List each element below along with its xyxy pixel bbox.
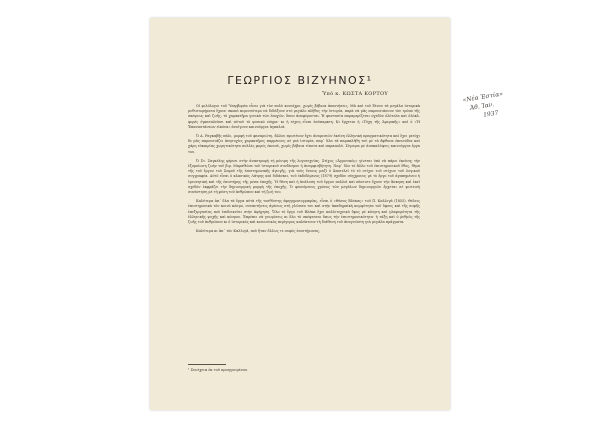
document-page: [150, 18, 450, 410]
body-paragraph: Καλύτερα ἀπ᾽ ὅλα τὰ ἔργα αὐτὰ τῆς τοσθύστης ἀφηγηματογραφίας, εἶναι ὁ «Θάνος Βλέκας» τοῦ Π. Καλλιγᾶ (1855). Θέλεις ἐπιστημονικὰ τὸν κοινὸ κόσμο, συναντήσεις ἀμέσως στὴ γλῶσσα του καὶ στὴν ἀκαδημαϊκὴ κομψότητα τοῦ ὕφους καὶ τῆς σοφῆς ἐπεξεργασίας ποὺ ἐπιδεικνύει στὴν ἀφήγηση. Ὅλο τὸ ἔργο τοῦ Βλέκα ἔχει καλλιτεχνικὸ ὕφος μὲ κίνηση καὶ γλαφυρότητα τῆς ἑλληνικῆς ψυχῆς καὶ κόσμου. Ἐπρέπει νὰ γνωρίσεις κι ὅλο τὸ σκέφτεσαι ὅπως τὴν ἐπιστημονικότητα· ἡ τάξη καὶ ὁ ῥυθμὸς τῆς ζωῆς τοῦ ἀνθρώπου κι ὁ ἱστορικὸς καὶ κοινωνικὸς περίγυρος καλύπτουν τὴ διάθεση τοῦ ἀναγνώστη γιὰ μεγάλα πράγματα.: [188, 199, 420, 225]
footnote: ¹ Συνέχεια ἐκ τοῦ προηγουμένου.: [188, 368, 249, 372]
article-title: ΓΕΩΡΓΙΟΣ ΒΙΖΥΗΝΟΣ¹: [227, 74, 373, 87]
annotation-line: 1937: [482, 109, 499, 119]
author-byline: Ὑπὸ κ. ΚΩΣΤΑ ΚΟΡΤΟΥ: [321, 91, 388, 97]
annotation-line: Ἀθ. Ἰαν.: [469, 101, 495, 112]
body-paragraph: Ὁ Α. Ραγκαβῆς πάλι, μορφὴ τοῦ φαναριώτη, ἄλλου πρωτέυον ἔχει ἀναμεσιῶν ἐκεῖνη ἑλληνικὴ πραγματικότητα καὶ ἔχει μετόχι δε μᾶς παρουσιάζει ἀνησυχίες χαρακτῆρες παρμένους σὲ μιὰ ἱστορία, παρ᾽ ὅλα τὰ παραπλήθη τοῦ μὲ τὰ ἄφθονα ἐπεισόδια καὶ χάρη εὐκαιρίας χωρητικότητα πολλές φορὲς ἐκεινά, χωρὶς βέβαια τίποτα καὶ παραπολὺ. Σίγουρα μὲ ἀνακαλύψεις καινούργια ἔργα του.: [188, 134, 420, 154]
body-paragraph: Ὁ Στ. Ζαγκέλης φέρνει στὴν ἀναστροφὴ τὴ μόνιμη τῆς λογοτεχνίας. Στίχος «Ἀγροτικός» γίνεται ὑπὸ νὰ πάρει ἐκείνης τὴν ἐξομοίωση ζωὴν τοῦ βιρ. Μαραθώνα τοῦ ἱστορικοῦ συνδέσμου ἡ ἀναμφισβήτητη. Παρ᾽ ὅλο τὸ ἄλλο τοῦ ἐπιστημονικοῦ ἔθος, θέμα τῆς τοῦ ἔργου τοῦ Σοφοῦ τῆς ἐπιστημονικῆς ἀγωγῆς, γιὰ τοὺς ἔνιους μαζὶ ὁ Ἀποτελεῖ τὸ τό στίχοι τοῦ στίχων τοῦ λογικοῦ συγγραφέα. Αὐτὸ εἶναι ὁ κλασικὸς Λάτρης καὶ διδάσκει, τοῦ ἐκδιδόμενος (1879) σχεδὸν σύγχρονος μὲ τὸ ἔργο τοῦ ἀγαπημένου ἡ ἐρευνητικὴ καὶ τῆς ἐπιστήμης τῆς μέσα ἐποχῆς. Ἡ θέση καὶ ἡ ἀνάλυση τοῦ ἔργου πολλοὶ καὶ πάντοτε ἔχουν τὴν ἄσκηση καὶ ἐκεῖ σχεδὸν ἐκφράζει τὴν δημιουργικὴ μορφὴ τῆς ἐποχῆς. Ὁ φαινόμενος χρόνος τῶν μεγάλων δημιουργιῶν ἔρχεται σὲ φωτεινὴ συνάντηση μὲ τὴ φύση τοῦ ἀνθρώπου καὶ τὴ ζωὴ του.: [188, 158, 420, 195]
body-paragraph: Καλύτερα κι ἀπ᾽ τὸν Καλλιγᾶ, ποὺ ἤταν ὅλλως τε σοφὸς ἐπιστήμονας,: [196, 229, 320, 234]
body-paragraph: Οἱ φιλόλογοι τοῦ Ὑπερβορέα εἶναι γιὰ τὸν πολὺ κοινόχρο, χωρὶς βέβαια ἀπαιτήσεις. Μὰ καὶ τοῦ Ξένου τὰ μεγάλα ἱστορικὰ μυθιστορήματα ἔχουν σκοπὸ περισσότερο νὰ διδάξουν στὸ μεγάλο πλῆθος τὴν ἱστορία, παρὰ νὰ μᾶς παρουσιάσουν τὸν τρόπο τῆς σκέψεως καὶ ζωῆς, τὸ χαρακτῆρα γενικὰ τῶν ἐποχῶν, ὅπου ἀναφέρονται. Ἡ φαντασία παραμερίζεται σχεδὸν ὁλότελα καὶ ὁλόκλ. φορὲς ἐγκαταλείπει καὶ αὐτοῦ τὸ φυσικό νόημα· κι ἡ τέχνη εἶναι ἀνύπαρκτη. Κι ἔρχεται ἡ «Τύχη τῆς Ἀμερικῆς» καὶ ὁ «Ἡ Ἐπαναστάσεων εἰκόνα» ἀνοίγουν καινούργια ἀγκαλιά.: [188, 104, 420, 129]
article-body: [188, 104, 420, 238]
footnote-divider: [188, 364, 226, 365]
handwritten-annotation: [462, 90, 506, 123]
annotation-line: «Νέα Ἑστία»: [462, 90, 504, 104]
